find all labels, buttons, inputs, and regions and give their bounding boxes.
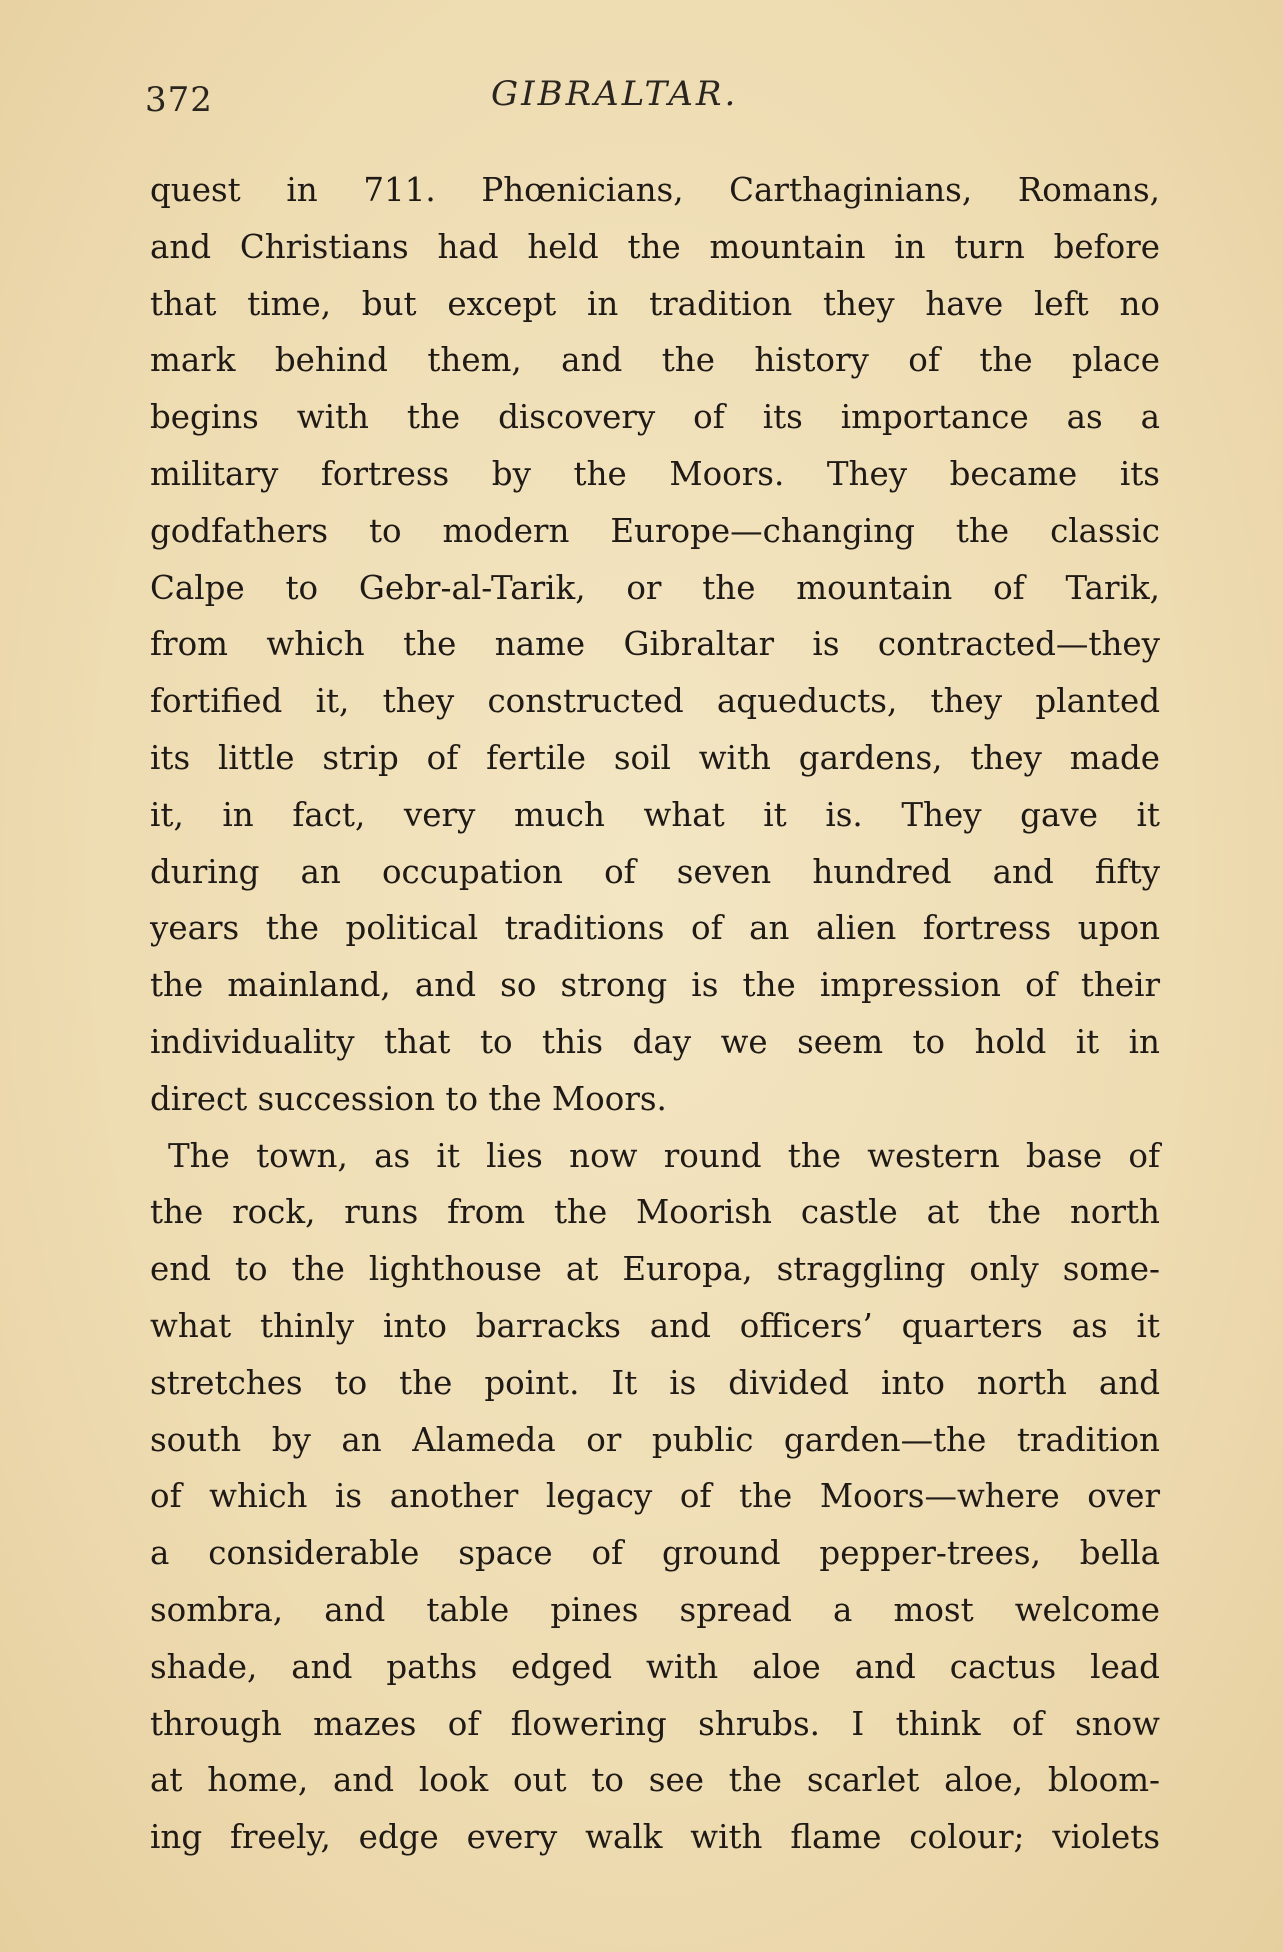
text-line: its little strip of fertile soil with gardens, they made <box>150 738 1160 777</box>
text-line: a considerable space of ground pepper-trees, bella <box>150 1534 1160 1573</box>
text-line: Calpe to Gebr-al-Tarik, or the mountain of Tarik, <box>150 568 1160 607</box>
text-line: mark behind them, and the history of the place <box>150 341 1160 380</box>
text-line: of which is another legacy of the Moors—where over <box>150 1477 1160 1516</box>
text-line: it, in fact, very much what it is. They gave it <box>150 795 1160 834</box>
text-line: fortified it, they constructed aqueducts, they planted <box>150 682 1160 721</box>
text-line: and Christians had held the mountain in turn before <box>150 227 1160 266</box>
text-line: stretches to the point. It is divided into north and <box>150 1363 1160 1402</box>
text-line: shade, and paths edged with aloe and cactus lead <box>150 1647 1160 1686</box>
text-line: ing freely, edge every walk with flame colour; violets <box>150 1818 1160 1857</box>
text-line: godfathers to modern Europe—changing the classic <box>150 511 1160 550</box>
text-line: that time, but except in tradition they have left no <box>150 284 1160 323</box>
text-line: direct succession to the Moors. <box>150 1079 667 1118</box>
text-line: quest in 711. Phœnicians, Carthaginians, Romans, <box>150 171 1160 209</box>
running-header <box>145 62 1165 122</box>
text-line: sombra, and table pines spread a most welcome <box>150 1590 1160 1629</box>
text-line: the rock, runs from the Moorish castle at the north <box>150 1193 1160 1232</box>
text-line: during an occupation of seven hundred and fifty <box>150 852 1160 891</box>
text-line: what thinly into barracks and officers’ quarters as it <box>150 1306 1160 1345</box>
text-line: at home, and look out to see the scarlet aloe, bloom- <box>150 1761 1160 1800</box>
text-line: years the political traditions of an alien fortress upon <box>150 909 1160 948</box>
page-number: 372 <box>145 80 213 120</box>
running-title: GIBRALTAR. <box>491 74 739 114</box>
text-line: The town, as it lies now round the western base of <box>168 1136 1160 1175</box>
text-line: the mainland, and so strong is the impression of their <box>150 966 1160 1005</box>
text-line: from which the name Gibraltar is contracted—they <box>150 625 1160 664</box>
text-line: individuality that to this day we seem to hold it in <box>150 1022 1160 1061</box>
text-line: military fortress by the Moors. They became its <box>150 454 1160 493</box>
text-line: through mazes of flowering shrubs. I think of snow <box>150 1704 1160 1743</box>
body-text <box>150 162 1160 1866</box>
text-line: end to the lighthouse at Europa, straggling only some- <box>150 1250 1160 1289</box>
text-line: begins with the discovery of its importance as a <box>150 398 1160 437</box>
text-line: south by an Alameda or public garden—the tradition <box>150 1420 1160 1459</box>
